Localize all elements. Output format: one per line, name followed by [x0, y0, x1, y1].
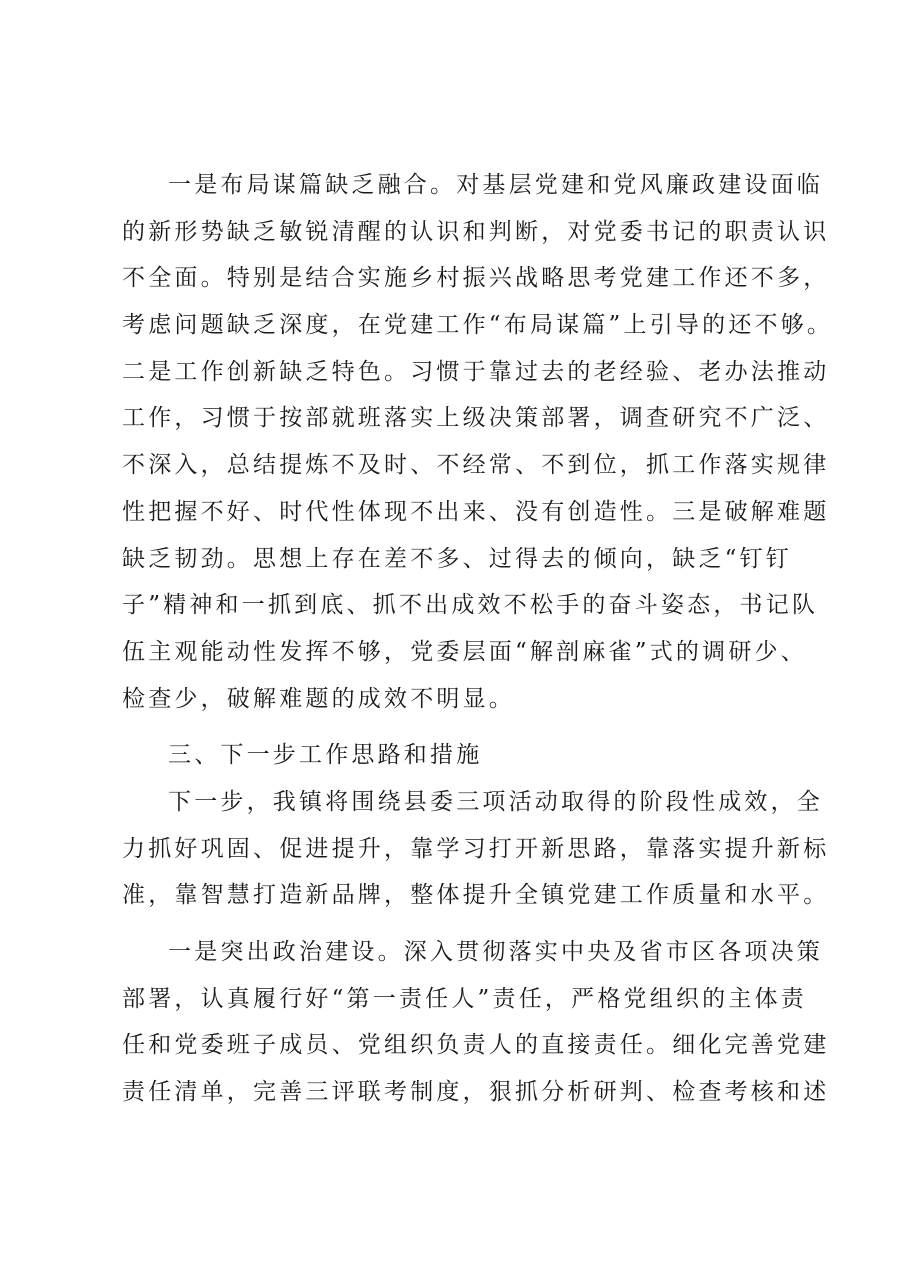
text-line: 一是布局谋篇缺乏融合。对基层党建和党风廉政建设面临	[168, 172, 823, 198]
text-line: 下一步，我镇将围绕县委三项活动取得的阶段性成效，全	[168, 788, 823, 815]
text-line: 子”精神和一抓到底、抓不出成效不松手的奋斗姿态，书记队	[122, 592, 819, 619]
paragraph-next-steps	[122, 779, 830, 919]
text-line: 伍主观能动性发挥不够，党委层面“解剖麻雀”式的调研少、	[122, 638, 807, 665]
text-line: 考虑问题缺乏深度，在党建工作“布局谋篇”上引导的还不够。	[122, 312, 834, 339]
text-line: 一是突出政治建设。深入贯彻落实中央及省市区各项决策	[168, 939, 823, 965]
text-line: 责任清单，完善三评联考制度，狠抓分析研判、检查考核和述	[122, 1079, 830, 1106]
text-line: 准，靠智慧打造新品牌，整体提升全镇党建工作质量和水平。	[122, 882, 830, 909]
paragraph-weaknesses	[122, 162, 834, 722]
document-body	[122, 162, 834, 1116]
text-line: 部署，认真履行好“第一责任人”责任，严格党组织的主体责	[122, 985, 807, 1012]
text-line: 性把握不好、时代性体现不出来、没有创造性。三是破解难题	[122, 498, 830, 525]
text-line: 力抓好巩固、促进提升，靠学习打开新思路，靠落实提升新标	[122, 835, 830, 862]
text-line: 二是工作创新缺乏特色。习惯于靠过去的老经验、老办法推动	[122, 358, 830, 385]
text-line: 缺乏韧劲。思想上存在差不多、过得去的倾向，缺乏“钉钉	[122, 545, 792, 572]
text-line: 工作，习惯于按部就班落实上级决策部署，调查研究不广泛、	[122, 405, 830, 432]
text-line: 的新形势缺乏敏锐清醒的认识和判断，对党委书记的职责认识	[122, 218, 830, 245]
text-line: 不深入，总结提炼不及时、不经常、不到位，抓工作落实规律	[122, 452, 830, 479]
heading-line: 三、下一步工作思路和措施	[168, 742, 483, 769]
text-line: 任和党委班子成员、党组织负责人的直接责任。细化完善党建	[122, 1032, 830, 1059]
text-line: 不全面。特别是结合实施乡村振兴战略思考党建工作还不多，	[122, 265, 830, 292]
text-line: 检查少，破解难题的成效不明显。	[122, 685, 515, 712]
section-heading	[122, 732, 812, 779]
paragraph-political-building	[122, 929, 830, 1116]
